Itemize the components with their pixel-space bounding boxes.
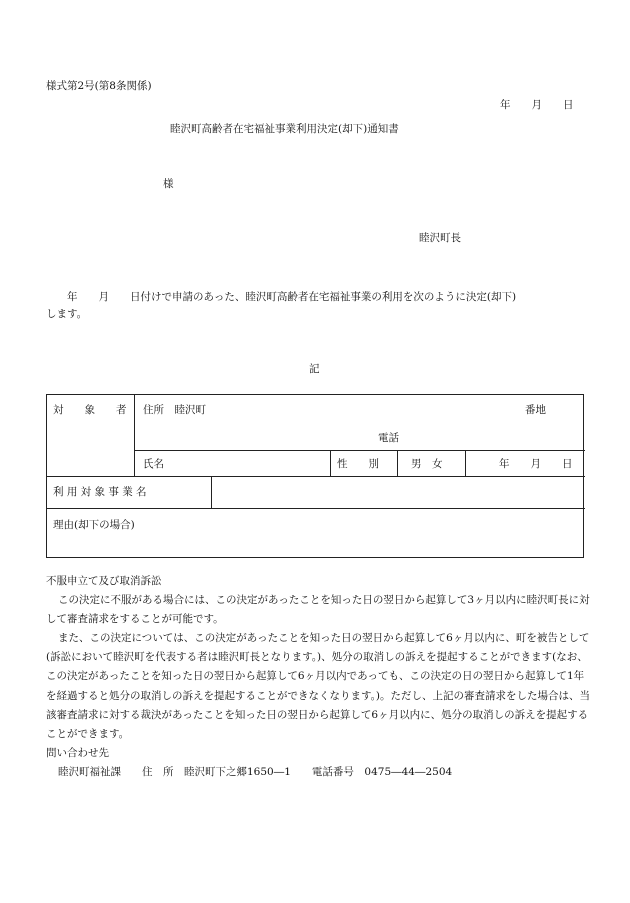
subject-label: 対 象 者	[53, 404, 127, 416]
ki-heading: 記	[309, 363, 320, 375]
address-label: 住所 睦沢町	[143, 404, 206, 416]
issuer-name: 睦沢町長	[419, 232, 461, 244]
notes-paragraph-1: この決定に不服がある場合には、この決定があったことを知った日の翌日から起算して3ヶ月以内に睦沢町長に対して審査請求をすることが可能です。	[46, 594, 590, 626]
sex-label: 性 別	[337, 458, 379, 470]
col-divider-sex-value	[465, 450, 466, 476]
decision-line-1: 年 月 日付けで申請のあった、睦沢町高齢者在宅福祉事業の利用を次のように決定(却下)	[46, 291, 517, 303]
birth-date: 年 月 日	[499, 458, 573, 470]
name-label: 氏名	[143, 458, 164, 470]
document-title: 睦沢町高齢者在宅福祉事業利用決定(却下)通知書	[170, 123, 399, 135]
contact-heading: 問い合わせ先	[46, 746, 109, 759]
row-divider-subject	[47, 476, 585, 477]
form-number: 様式第2号(第8条関係)	[46, 80, 152, 92]
contact-line: 睦沢町福祉課 住 所 睦沢町下之郷1650―1 電話番号 0475―44―2504	[58, 765, 453, 778]
row-divider-service	[47, 508, 585, 509]
sex-values: 男 女	[411, 458, 443, 470]
phone-label: 電話	[378, 432, 399, 444]
notes-heading: 不服申立て及び取消訴訟	[46, 575, 162, 587]
row-divider-address	[134, 450, 585, 451]
col-divider-subject	[134, 395, 135, 476]
banchi-label: 番地	[525, 404, 546, 416]
reason-label: 理由(却下の場合)	[53, 519, 135, 531]
decision-line-2: します。	[46, 308, 88, 320]
addressee-suffix: 様	[163, 178, 174, 190]
col-divider-service	[211, 476, 212, 508]
applicant-table	[46, 394, 584, 558]
issue-date: 年 月 日	[500, 99, 574, 111]
decision-statement	[46, 289, 586, 323]
notes-paragraph-2: また、この決定については、この決定があったことを知った日の翌日から起算して6ヶ月以内に、町を被告として(訴訟において睦沢町を代表する者は睦沢町長となります。)、処分の取消しの訴えを提起することができます(なお、この決定があったことを知った日の翌日から起算して6ヶ月以内であっても、この決定の日の翌日から起算して1年を経過すると処分の取消しの訴えを提起することができなくなります。)。ただし、上記の審査請求をした場合は、当該審査請求に対する裁決があったことを知った日の翌日から起算して6ヶ月以内に、処分の取消しの訴えを提起することができます。	[46, 632, 591, 740]
appeal-notes	[46, 572, 591, 782]
col-divider-sex-label	[397, 450, 398, 476]
col-divider-name	[330, 450, 331, 476]
service-label: 利 用 対 象 事 業 名	[53, 486, 147, 498]
